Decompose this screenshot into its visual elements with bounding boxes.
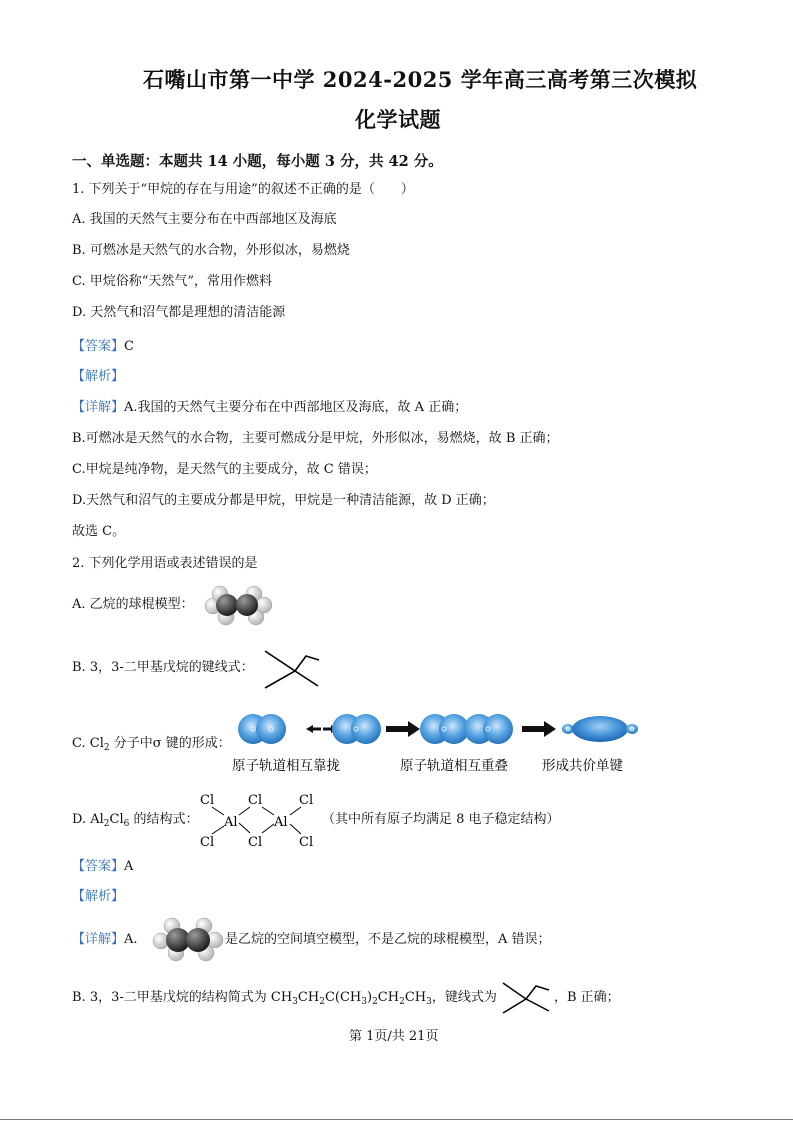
q1-analysis-tag: 【解析】 — [72, 369, 125, 384]
q2-detail-a-text: 是乙烷的空间填空模型，不是乙烷的球棍模型，A 错误； — [225, 932, 551, 947]
answer-value: A — [124, 859, 134, 874]
q1-detail-line-1 — [72, 400, 467, 416]
detail-text: A.我国的天然气主要分布在中西部地区及海底，故 A 正确； — [124, 400, 468, 415]
subscript: 3 — [361, 997, 367, 1007]
skeletal-formula-image — [260, 648, 324, 690]
q1-detail-line-2: B.可燃冰是天然气的水合物，主要可燃成分是甲烷，外形似冰，易燃烧，故 B 正确； — [72, 431, 559, 446]
q1-answer — [72, 339, 134, 355]
q1-conclusion: 故选 C。 — [72, 524, 126, 539]
ethane-space-filling-image — [152, 916, 224, 962]
q2-option-a: A. 乙烷的球棍模型： — [72, 597, 194, 612]
detail-tag: 【详解】 — [72, 400, 125, 415]
section-heading: 一、单选题：本题共 14 小题，每小题 3 分，共 42 分。 — [72, 153, 443, 170]
caption-single-bond: 形成共价单键 — [542, 758, 623, 774]
option-d-suffix: 的结构式： — [129, 812, 199, 827]
atom-cl: Cl — [299, 835, 314, 850]
answer-value: C — [124, 339, 134, 354]
formula-part: ) — [366, 990, 373, 1005]
option-c-suffix: 分子中σ 键的形成： — [109, 736, 231, 751]
q2-option-b: B. 3，3-二甲基戊烷的键线式： — [72, 660, 254, 675]
q2-detail-b — [72, 990, 497, 1010]
al2cl6-structure — [194, 788, 324, 852]
answer-tag: 【答案】 — [72, 339, 125, 354]
page-footer: 第 1页/共 21页 — [349, 1029, 439, 1044]
atom-al: Al — [224, 815, 238, 830]
q1-option-a: A. 我国的天然气主要分布在中西部地区及海底 — [72, 212, 337, 227]
page-title: 石嘴山市第一中学 2024-2025 学年高三高考第三次模拟 — [143, 67, 698, 92]
atom-cl: Cl — [200, 793, 215, 808]
q2-detail-b-end: ，B 正确； — [554, 990, 620, 1005]
detail-b-prefix: B. 3，3-二甲基戊烷的结构简式为 CH — [72, 990, 293, 1005]
formula-part: CH — [404, 990, 427, 1005]
atom-al: Al — [274, 815, 288, 830]
ethane-model-image — [204, 584, 272, 626]
atom-cl: Cl — [248, 835, 263, 850]
subscript: 2 — [319, 997, 325, 1007]
atom-cl: Cl — [248, 793, 263, 808]
atom-cl: Cl — [299, 793, 314, 808]
q1-option-c: C. 甲烷俗称“天然气”，常用作燃料 — [72, 274, 273, 289]
formula-part: C(CH — [324, 990, 362, 1005]
q1-detail-line-4: D.天然气和沼气的主要成分都是甲烷，甲烷是一种清洁能源，故 D 正确； — [72, 493, 495, 508]
caption-approach: 原子轨道相互靠拢 — [232, 758, 340, 774]
subscript: 2 — [103, 819, 110, 829]
q2-detail-a — [72, 932, 138, 948]
subscript: 2 — [372, 997, 378, 1007]
q2-option-c — [72, 736, 231, 756]
sigma-bond-diagram — [232, 708, 642, 778]
subscript: 6 — [123, 819, 130, 829]
bottom-divider — [0, 1119, 793, 1120]
skeletal-formula-image-small — [499, 980, 555, 1016]
caption-overlap: 原子轨道相互重叠 — [400, 758, 508, 774]
q1-option-d: D. 天然气和沼气都是理想的清洁能源 — [72, 305, 286, 320]
page-subtitle: 化学试题 — [355, 107, 441, 132]
subscript: 3 — [292, 997, 298, 1007]
q1-detail-line-3: C.甲烷是纯净物，是天然气的主要成分，故 C 错误； — [72, 462, 377, 477]
atom-cl: Cl — [200, 835, 215, 850]
subscript: 3 — [426, 997, 432, 1007]
q2-answer — [72, 859, 133, 875]
subscript: 2 — [103, 743, 110, 753]
formula-part: CH — [377, 990, 400, 1005]
formula-part: CH — [297, 990, 320, 1005]
q2-analysis-tag: 【解析】 — [72, 889, 125, 904]
subscript: 2 — [399, 997, 405, 1007]
option-d-mid: Cl — [109, 812, 124, 827]
option-c-prefix: C. Cl — [72, 736, 104, 751]
detail-b-mid: ，键线式为 — [431, 990, 497, 1005]
q2-option-d — [72, 812, 199, 832]
option-d-prefix: D. Al — [72, 812, 104, 827]
answer-tag: 【答案】 — [72, 859, 125, 874]
q2-option-d-note: （其中所有原子均满足 8 电子稳定结构） — [322, 812, 560, 827]
detail-a-prefix: A. — [124, 932, 138, 947]
detail-tag: 【详解】 — [72, 932, 125, 947]
q1-stem: 1. 下列关于“甲烷的存在与用途”的叙述不正确的是（ ） — [72, 182, 414, 197]
q1-option-b: B. 可燃冰是天然气的水合物，外形似冰，易燃烧 — [72, 243, 350, 258]
q2-stem: 2. 下列化学用语或表述错误的是 — [72, 556, 258, 571]
